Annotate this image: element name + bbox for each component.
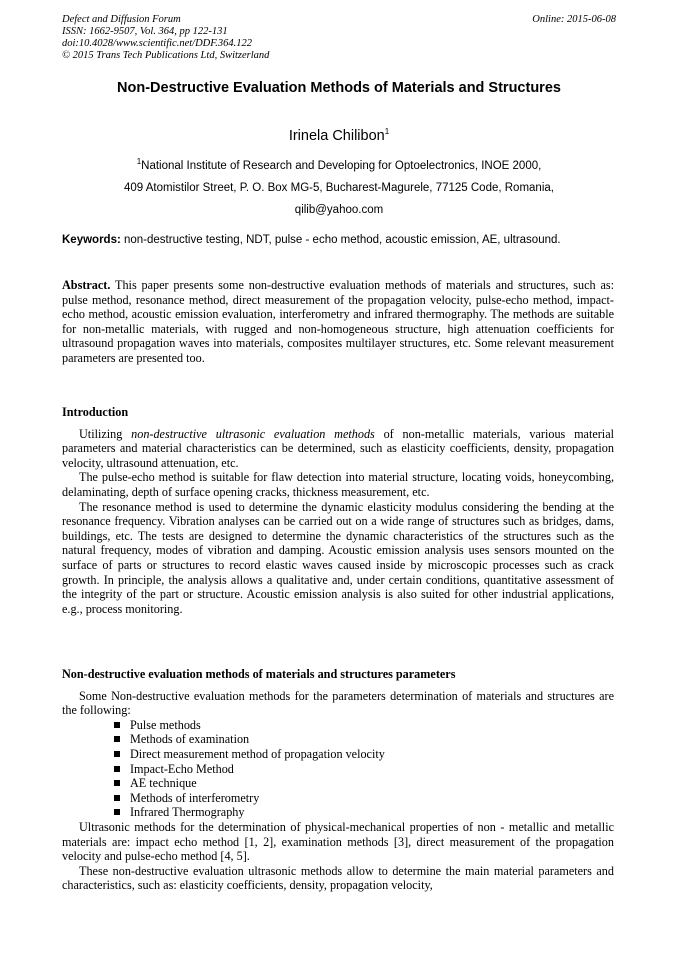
author-email: qilib@yahoo.com	[294, 204, 384, 216]
bullet-square-icon	[114, 809, 120, 815]
nde-methods-list	[62, 718, 614, 820]
list-item: Methods of interferometry	[114, 791, 614, 806]
nde-paragraph-last: These non-destructive evaluation ultrasonic methods allow to determine the main material parameters and characteristics, such as: elasticity coefficients, density, propagation velocity,	[62, 863, 614, 893]
abstract-text: This paper presents some non-destructive evaluation methods of materials and structures, such as: pulse method, resonance method, direct measurement of the propagation velocity, pulse-echo method, impact-echo method, acoustic emission evaluation, interferometry and infrared thermography. The methods are suitable for non-metallic materials, with rugged and non-homogeneous structure, high attenuation coefficients for ultrasound propagation waves into materials, composites multilayer structures, etc. Some relevant measurement parameters are presented too.	[62, 278, 614, 365]
keywords-text: non-destructive testing, NDT, pulse - echo method, acoustic emission, AE, ultrasound.	[120, 234, 561, 246]
nde-methods-section	[62, 667, 614, 893]
list-item: Methods of examination	[114, 732, 614, 747]
bullet-square-icon	[114, 736, 120, 742]
keywords-label: Keywords:	[62, 234, 121, 246]
list-item: Infrared Thermography	[114, 805, 614, 820]
nde-paragraph-methods: Ultrasonic methods for the determination of physical-mechanical properties of non - metallic and metallic materials are: impact echo method [1, 2], examination methods [3], direct measurement of the propagation velocity and pulse-echo method [4, 5].	[62, 819, 614, 864]
paper-title: Non-Destructive Evaluation Methods of Materials and Structures	[117, 80, 561, 96]
affiliation-line-2: 409 Atomistilor Street, P. O. Box MG-5, Bucharest-Magurele, 77125 Code, Romania,	[124, 182, 554, 194]
bullet-square-icon	[114, 766, 120, 772]
affiliation-line-1: $^1$National Institute of Research and Developing for Optoelectronics, INOE 2000,	[136, 157, 542, 172]
bullet-square-icon	[114, 780, 120, 786]
online-date: Online: 2015-06-08	[532, 14, 616, 25]
keywords	[62, 233, 622, 247]
introduction-section	[62, 405, 614, 616]
doi-line: doi:10.4028/www.scientific.net/DDF.364.122	[62, 38, 253, 49]
issn-line: ISSN: 1662-9507, Vol. 364, pp 122-131	[62, 26, 228, 37]
intro-paragraph-3: The resonance method is used to determine the dynamic elasticity modulus considering the bending at the resonance frequency. Vibration analyses can be carried out on a wide range of structures such as bridges, dams, buildings, etc. The tests are designed to determine the dynamic characteristics of the structures such as the natural frequency, modes of vibration and damping. Acoustic emission analysis uses sensors mounted on the surface of parts or structures to record elastic waves caused inside by microscopic processes such as crack growth. In principle, the analysis allows a qualitative and, under certain conditions, quantitative assessment of the integrity of the part or structure. Acoustic emission analysis is also suited for other industrial applications, e.g., process monitoring.	[62, 499, 614, 616]
list-item: AE technique	[114, 776, 614, 791]
intro-paragraph-1: Utilizing non-destructive ultrasonic evaluation methods of non-metallic materials, various material parameters and material characteristics can be determined, such as elasticity coefficients, density, propagation velocity, ultrasound attenuation, etc.	[62, 426, 614, 470]
bullet-square-icon	[114, 722, 120, 728]
abstract-label: Abstract.	[62, 278, 111, 292]
affiliation	[40, 155, 638, 221]
author-sup: 1	[384, 127, 390, 137]
author	[40, 128, 638, 144]
nde-methods-heading: Non-destructive evaluation methods of materials and structures parameters	[62, 667, 456, 681]
list-item: Pulse methods	[114, 718, 614, 733]
intro-paragraph-2: The pulse-echo method is suitable for flaw detection into material structure, locating voids, honeycombing, delaminating, depth of surface opening cracks, thickness measurement, etc.	[62, 470, 614, 499]
bullet-square-icon	[114, 795, 120, 801]
nde-intro-paragraph: Some Non-destructive evaluation methods for the parameters determination of materials and structures are the following:	[62, 688, 614, 718]
journal-header	[62, 14, 269, 62]
bullet-square-icon	[114, 751, 120, 757]
introduction-heading: Introduction	[62, 405, 129, 419]
affiliation-sup: 1	[136, 157, 142, 167]
journal-name: Defect and Diffusion Forum	[62, 14, 181, 25]
copyright-line: © 2015 Trans Tech Publications Ltd, Switzerland	[62, 50, 270, 61]
list-item: Impact-Echo Method	[114, 762, 614, 777]
abstract	[62, 278, 614, 366]
list-item: Direct measurement method of propagation velocity	[114, 747, 614, 762]
author-name: Irinela Chilibon	[288, 128, 385, 144]
